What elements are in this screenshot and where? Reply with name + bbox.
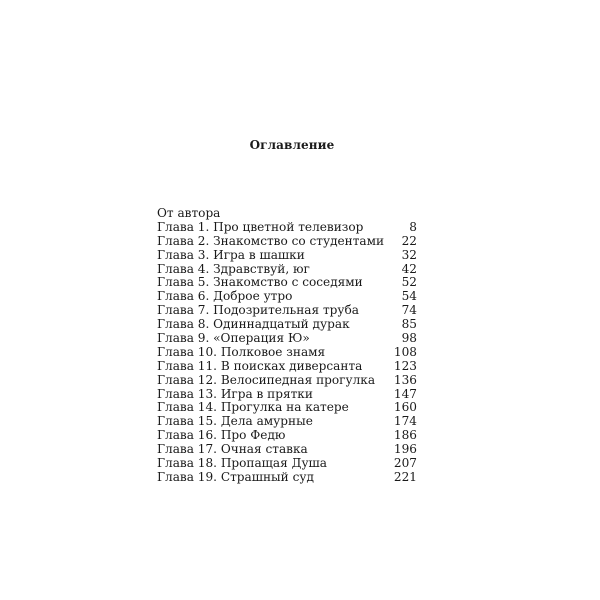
toc-entry [157, 346, 417, 360]
toc-entry-title: Глава 11. В поисках диверсанта [157, 358, 363, 373]
toc-entry [157, 249, 417, 263]
toc-entry [157, 318, 417, 332]
toc-entry [157, 429, 417, 443]
toc-entry-title: Глава 16. Про Федю [157, 428, 286, 443]
toc-entry-title: Глава 6. Доброе утро [157, 289, 293, 304]
toc-entry [157, 290, 417, 304]
toc-entry-page: 54 [401, 289, 417, 304]
toc-entry-page: 136 [393, 372, 417, 387]
toc-entry-title: Глава 7. Подозрительная труба [157, 303, 359, 318]
toc-entry-page: 8 [409, 219, 417, 234]
toc-entry [157, 374, 417, 388]
toc-entry [157, 263, 417, 277]
toc-entry-page: 98 [401, 331, 417, 346]
toc-entry-page: 147 [393, 386, 417, 401]
toc-entry-page: 42 [401, 261, 417, 276]
toc-entry-title: Глава 13. Игра в прятки [157, 386, 313, 401]
toc-entry [157, 443, 417, 457]
toc-entry-page: 123 [393, 358, 417, 373]
toc-entry-page: 196 [393, 442, 417, 457]
toc-entry [157, 360, 417, 374]
toc-entry-title: Глава 15. Дела амурные [157, 414, 313, 429]
toc-entry-page: 207 [393, 456, 417, 471]
toc-entry [157, 332, 417, 346]
toc-entry-title: Глава 4. Здравствуй, юг [157, 261, 310, 276]
toc-entry [157, 388, 417, 402]
page-title: Оглавление [249, 138, 335, 152]
toc-entry-page: 221 [393, 469, 417, 484]
toc-entry-title: Глава 19. Страшный суд [157, 469, 314, 484]
toc-entry [157, 471, 417, 485]
toc-entry-page: 85 [401, 317, 417, 332]
toc-entry [157, 304, 417, 318]
toc-entry-title: Глава 14. Прогулка на катере [157, 400, 349, 415]
toc-entry [157, 401, 417, 415]
toc-entry [157, 276, 417, 290]
toc-entry-title: Глава 5. Знакомство с соседями [157, 275, 363, 290]
toc-entry-page: 174 [393, 414, 417, 429]
toc-entry-page: 108 [393, 344, 417, 359]
toc-entry-page: 160 [393, 400, 417, 415]
toc-entry-title: Глава 18. Пропащая Душа [157, 456, 328, 471]
toc-entry-page: 186 [393, 428, 417, 443]
toc-entry-page: 22 [401, 233, 417, 248]
toc-entry-title: Глава 8. Одиннадцатый дурак [157, 317, 350, 332]
toc-entry [157, 221, 417, 235]
toc-intro: От автора [157, 206, 221, 220]
toc-entry-title: Глава 10. Полковое знамя [157, 344, 326, 359]
toc-entry [157, 457, 417, 471]
toc-entry-title: Глава 2. Знакомство со студентами [157, 233, 385, 248]
toc-entry-title: Глава 9. «Операция Ю» [157, 331, 310, 346]
toc-entry [157, 235, 417, 249]
toc-entry-title: Глава 3. Игра в шашки [157, 247, 305, 262]
toc-entry [157, 415, 417, 429]
toc-entry-page: 32 [401, 247, 417, 262]
toc-entry-title: Глава 1. Про цветной телевизор [157, 219, 364, 234]
toc-entry-page: 52 [401, 275, 417, 290]
table-of-contents [157, 207, 417, 485]
toc-entry-title: Глава 12. Велосипедная прогулка [157, 372, 376, 387]
toc-entry-page: 74 [401, 303, 417, 318]
toc-entry-title: Глава 17. Очная ставка [157, 442, 308, 457]
